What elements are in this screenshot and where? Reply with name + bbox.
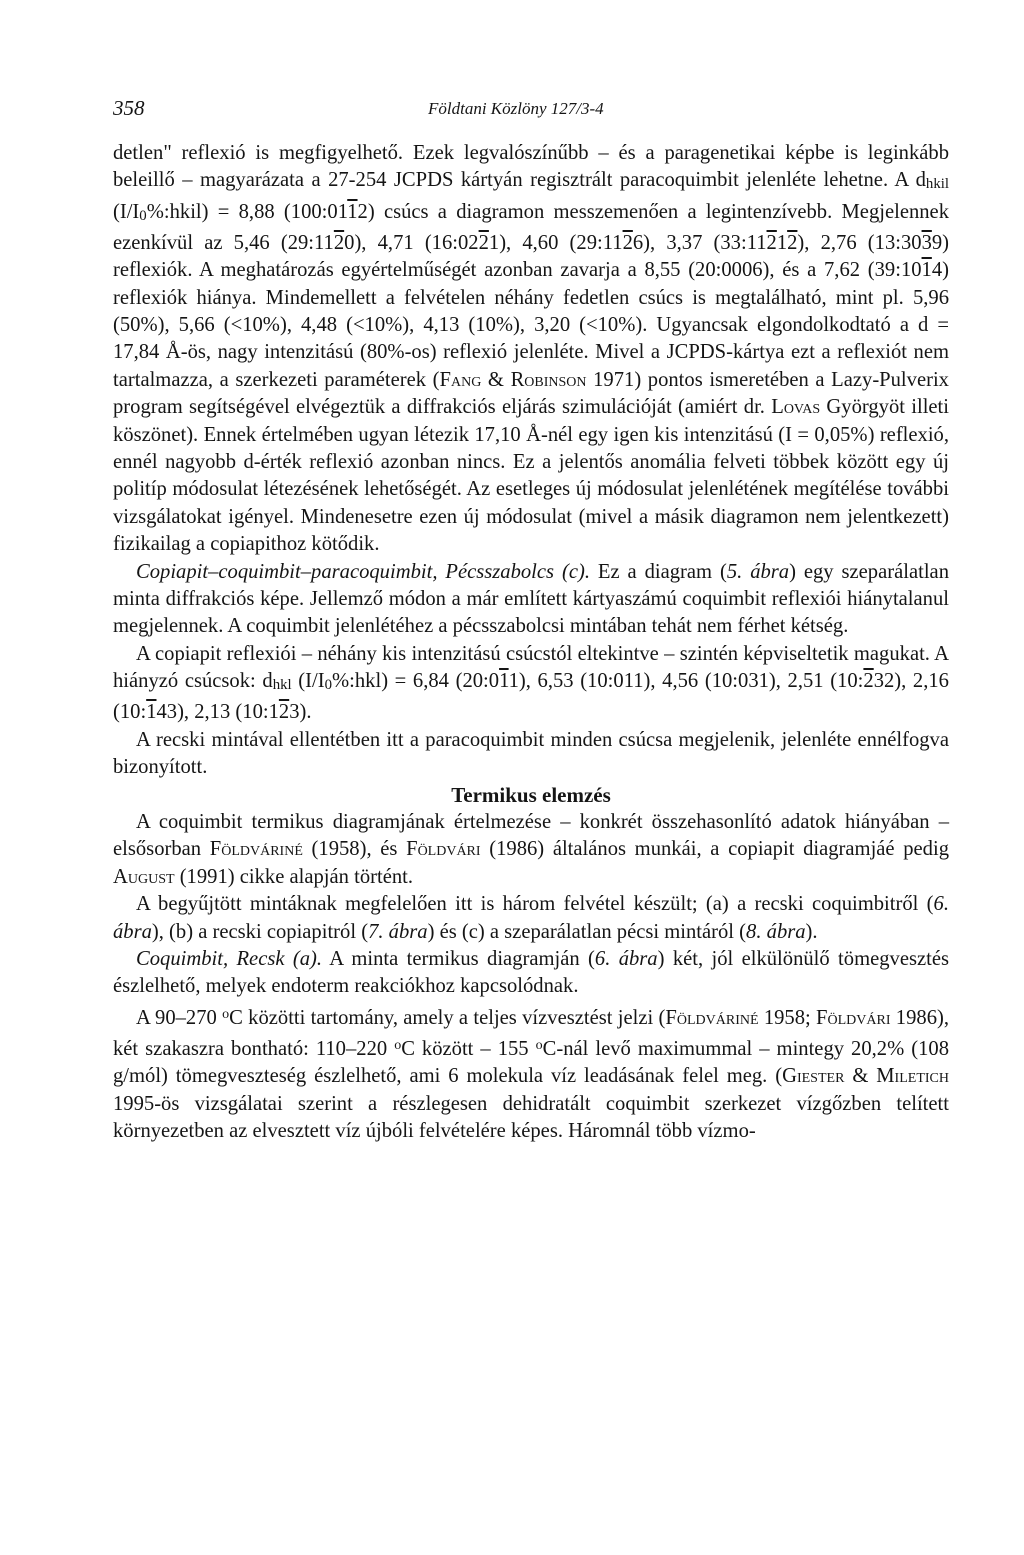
article-body (113, 140, 949, 1146)
paragraph-recsk-comparison: A recski mintával ellentétben itt a paracoquimbit minden csúcsa megjelenik, jelenléte ennélfogva bizonyított. (113, 728, 949, 779)
paragraph-coquimbit-recsk: Coquimbit, Recsk (a). A minta termikus diagramján (6. ábra) két, jól elkülönülő tömegvesztés észlelhető, melyek endoterm reakciókhoz kapcsolódnak. (113, 948, 949, 998)
journal-reference: Földtani Közlöny 127/3-4 (428, 99, 604, 118)
page-number: 358 (113, 96, 145, 120)
paragraph-paracoquimbit-reflections: detlen" reflexió is megfigyelhető. Ezek legvalószínűbb – és a paragenetikai képbe is leginkább beleillő – magyarázata a 27-254 JCPDS kártyán regisztrált paracoquimbit jelenléte lehetne. A dhkil (I/I0%:hkil) = 8,88 (100:0112) csúcs a diagramon messzemenően a legintenzívebb. Megjelennek ezenkívül az 5,46 (29:1120), 4,71 (16:0221), 4,60 (29:1126), 3,37 (33:11212), 2,76 (13:3039) reflexiók. A meghatározás egyértelműségét azonban zavarja a 8,55 (20:0006), és a 7,62 (39:1014) reflexiók hiánya. Mindemellett a felvételen néhány fedetlen csúcs is megtalálható, mint pl. 5,96 (50%), 5,66 (<10%), 4,48 (<10%), 4,13 (10%), 3,20 (<10%). Ugyancsak elgondolkodtató a d = 17,84 Å-ös, nagy intenzitású (80%-os) reflexió jelenléte. Mivel a JCPDS-kártya ezt a reflexiót nem tartalmazza, a szerkezeti paraméterek (Fang & Robinson 1971) pontos ismeretében a Lazy-Pulverix program segítségével elvégeztük a diffrakciós eljárás szimulációját (amiért dr. Lovas Györgyöt illeti köszönet). Ennek értelmében ugyan létezik 17,10 Å-nél egy igen kis intenzitású (I = 0,05%) reflexió, ennél nagyobb d-érték reflexió azonban nincs. Ez a jelentős anomália felveti többek között egy új politíp módosulat létezésének lehetőségét. Az esetleges új módosulat jelenlétének megítélése további vizsgálatokat igényel. Mindenesetre ezen új módosulat (mivel a másik diagramon nem jelentkezett) fizikailag a copiapithoz kötődik. (113, 142, 950, 556)
paragraph-copiapit-reflections: A copiapit reflexiói – néhány kis intenzitású csúcstól eltekintve – szintén képviseltetik magukat. A hiányzó csúcsok: dhkl (I/I0%:hkl) = 6,84 (20:011), 6,53 (10:011), 4,56 (10:031), 2,51 (10:232), 2,16 (10:143), 2,13 (10:123). (113, 642, 949, 724)
paragraph-thermal-intro: A coquimbit termikus diagramjának értelmezése – konkrét összehasonlító adatok hiányában – elsősorban Földváriné (1958), és Földvári (1986) általános munkái, a copiapit diagramjáé pedig August (1991) cikke alapján történt. (113, 811, 950, 888)
paragraph-pecsszabolcs-sample: Copiapit–coquimbit–paracoquimbit, Pécsszabolcs (c). Ez a diagram (5. ábra) egy szeparálatlan minta diffrakciós képe. Jellemző módon a már említett kártyaszámú coquimbit reflexiói hiánytalanul megjelennek. A coquimbit jelenlétéhez a pécsszabolcsi mintában tehát nem férhet kétség. (113, 560, 949, 638)
paragraph-samples: A begyűjtött mintáknak megfelelően itt is három felvétel készült; (a) a recski coquimbitről (6. ábra), (b) a recski copiapitról (7. ábra) és (c) a szeparálatlan pécsi mintáról (8. ábra). (113, 893, 949, 943)
paragraph-water-loss: A 90–270 $^o$C közötti tartomány, amely a teljes vízvesztést jelzi (Földváriné 1958; Földvári 1986), két szakaszra bontható: 110–220 $^o$C között – 155 $^o$C-nál levő maximummal – mintegy 20,2% (108 g/mól) tömegveszteség észlelhető, ami 6 molekula víz leadásának felel meg. (Giester & Miletich 1995-ös vizsgálatai szerint a részlegesen dehidratált coquimbit szerkezet vízgőzben telített környezetben az elvesztett víz újbóli felvételére képes. Háromnál több vízmo- (113, 1006, 949, 1143)
section-heading: Termikus elemzés (451, 782, 611, 807)
